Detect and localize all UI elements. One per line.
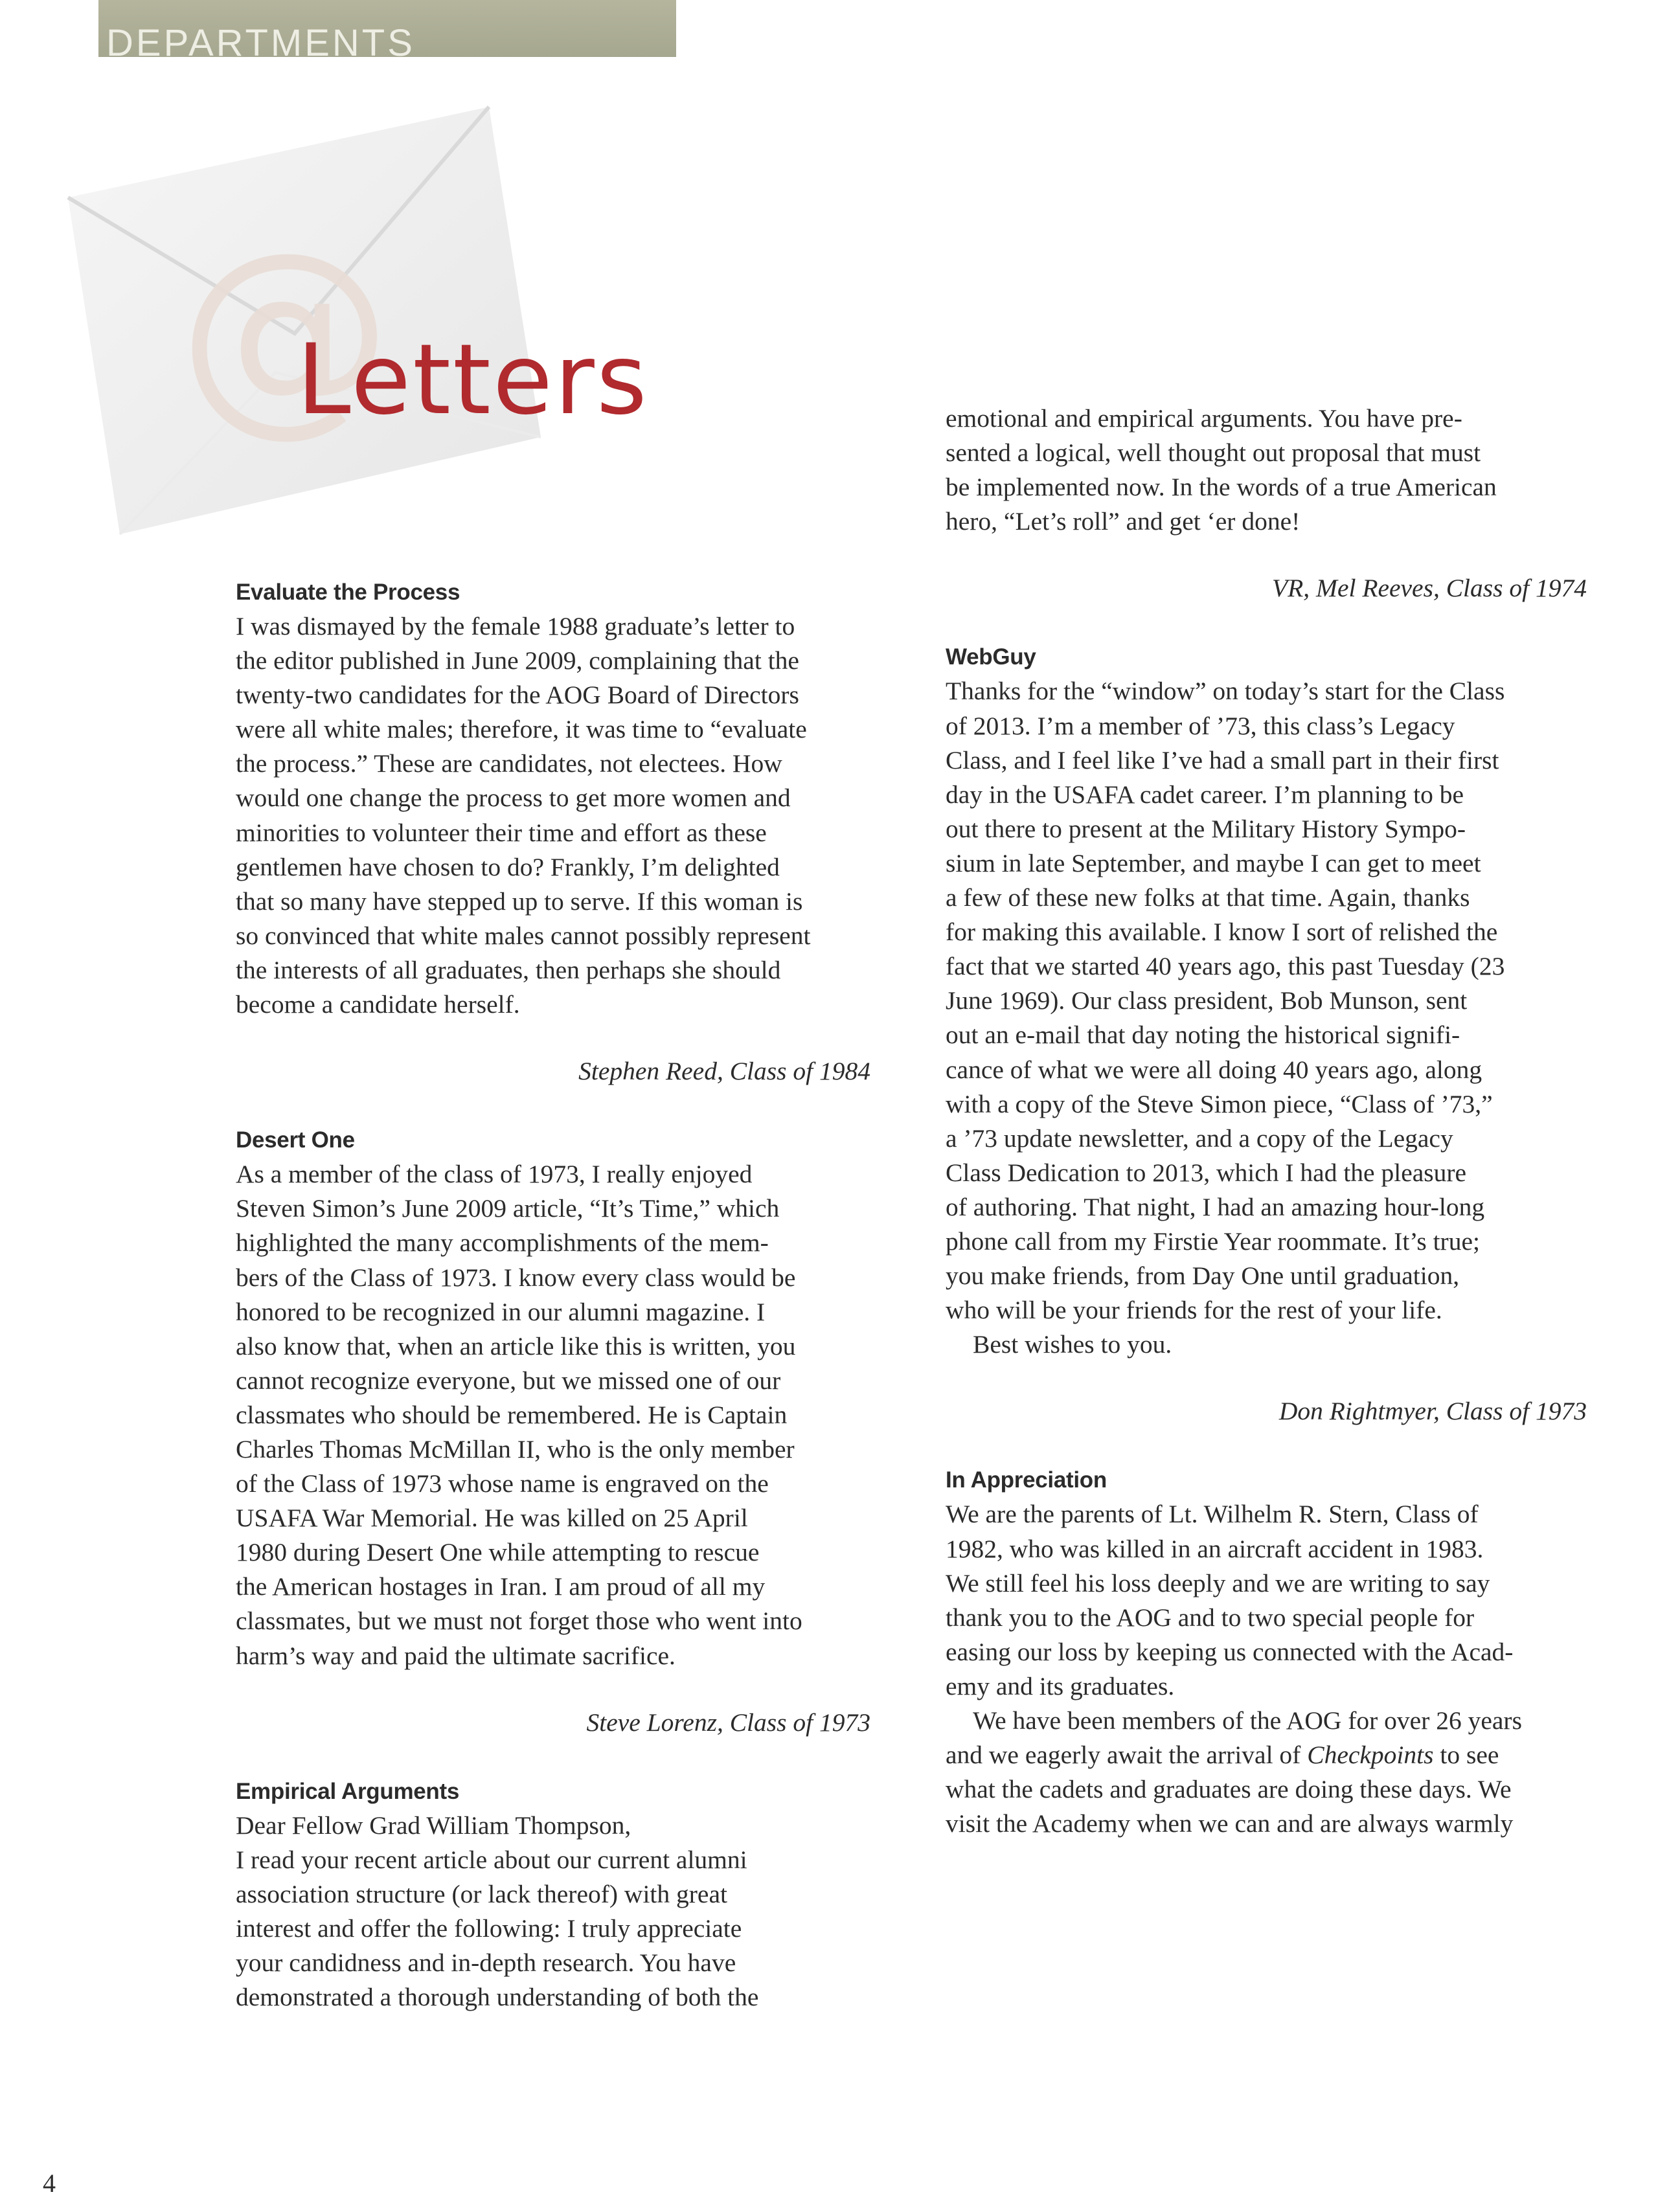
text-line: the interests of all graduates, then perhaps she should: [236, 955, 781, 984]
text-line: minorities to volunteer their time and effort as these: [236, 818, 767, 847]
text-line: of 2013. I’m a member of ’73, this class’s Legacy: [946, 711, 1455, 740]
text-line: were all white males; therefore, it was time to “evaluate: [236, 715, 807, 744]
text-span: to see: [1440, 1741, 1499, 1770]
text-line: Dear Fellow Grad William Thompson,: [236, 1811, 631, 1840]
text-line: demonstrated a thorough understanding of both the: [236, 1983, 759, 2012]
text-line: become a candidate herself.: [236, 990, 520, 1019]
letter-empirical-arguments-continued: [946, 401, 1587, 605]
letter-signature: VR, Mel Reeves, Class of 1974: [1272, 574, 1587, 603]
text-line: classmates, but we must not forget those who went into: [236, 1607, 802, 1636]
text-line: interest and offer the following: I truly appreciate: [236, 1914, 742, 1943]
text-line: the American hostages in Iran. I am proud of all my: [236, 1572, 766, 1601]
text-line: USAFA War Memorial. He was killed on 25 April: [236, 1504, 748, 1533]
text-line: We still feel his loss deeply and we are writing to say: [946, 1568, 1490, 1597]
text-line: gentlemen have chosen to do? Frankly, I’m delighted: [236, 852, 780, 881]
text-line: classmates who should be remembered. He is Captain: [236, 1400, 788, 1429]
text-line: Class Dedication to 2013, which I had the pleasure: [946, 1158, 1467, 1187]
text-line: the process.” These are candidates, not electees. How: [236, 749, 782, 778]
letter-webguy: [946, 640, 1587, 1428]
page-title: Letters: [297, 324, 649, 436]
text-line: phone call from my Firstie Year roommate. It’s true;: [946, 1226, 1480, 1256]
text-line: that so many have stepped up to serve. If this woman is: [236, 886, 803, 916]
text-line: easing our loss by keeping us connected with the Acad-: [946, 1637, 1514, 1666]
publication-title: Checkpoints: [1307, 1741, 1434, 1770]
text-line: Charles Thomas McMillan II, who is the only member: [236, 1434, 795, 1463]
text-line: As a member of the class of 1973, I really enjoyed: [236, 1160, 753, 1189]
letter-in-appreciation: [946, 1463, 1587, 1841]
text-line: with a copy of the Steve Simon piece, “Class of ’73,”: [946, 1089, 1493, 1118]
department-label: DEPARTMENTS: [106, 22, 415, 57]
text-line: out there to present at the Military History Sympo-: [946, 814, 1466, 843]
text-line: association structure (or lack thereof) with great: [236, 1879, 727, 1908]
letter-signature: Stephen Reed, Class of 1984: [578, 1057, 870, 1086]
text-line: of the Class of 1973 whose name is engraved on the: [236, 1469, 769, 1498]
svg-text:@: @: [178, 207, 392, 455]
text-line: June 1969). Our class president, Bob Munson, sent: [946, 986, 1468, 1015]
letter-heading: Empirical Arguments: [236, 1778, 460, 1804]
letter-signature: Don Rightmyer, Class of 1973: [1278, 1397, 1587, 1426]
text-line: you make friends, from Day One until graduation,: [946, 1261, 1460, 1291]
text-line: [946, 1738, 1587, 1772]
department-banner: [98, 0, 676, 57]
text-line: highlighted the many accomplishments of the mem-: [236, 1228, 769, 1258]
letter-desert-one: [236, 1123, 870, 1740]
text-line: of authoring. That night, I had an amazing hour-long: [946, 1192, 1485, 1221]
text-span: and we eagerly await the arrival of: [946, 1741, 1301, 1770]
text-line: a ’73 update newsletter, and a copy of the Legacy: [946, 1123, 1453, 1153]
text-line: We have been members of the AOG for over 26 years: [973, 1706, 1522, 1735]
text-line: bers of the Class of 1973. I know every class would be: [236, 1263, 796, 1292]
text-line: visit the Academy when we can and are always warmly: [946, 1809, 1514, 1838]
text-line: what the cadets and graduates are doing these days. We: [946, 1775, 1512, 1804]
text-line: Thanks for the “window” on today’s start for the Class: [946, 677, 1505, 706]
text-line: I was dismayed by the female 1988 graduate’s letter to: [236, 612, 795, 640]
text-line: emotional and empirical arguments. You have pre-: [946, 404, 1462, 433]
letter-empirical-arguments: [236, 1774, 870, 2015]
text-line: 1980 during Desert One while attempting to rescue: [236, 1538, 760, 1567]
text-line: cannot recognize everyone, but we missed one of our: [236, 1366, 781, 1395]
text-line: the editor published in June 2009, complaining that the: [236, 646, 799, 675]
text-line: sented a logical, well thought out proposal that must: [946, 438, 1481, 468]
right-column: [946, 401, 1587, 1841]
text-line: 1982, who was killed in an aircraft accident in 1983.: [946, 1534, 1484, 1563]
text-line: harm’s way and paid the ultimate sacrifice.: [236, 1641, 676, 1670]
text-line: a few of these new folks at that time. Again, thanks: [946, 883, 1470, 912]
text-line: emy and its graduates.: [946, 1671, 1175, 1700]
text-line: would one change the process to get more women and: [236, 784, 791, 813]
text-line: I read your recent article about our current alumni: [236, 1845, 747, 1874]
text-line: Class, and I feel like I’ve had a small part in their first: [946, 745, 1499, 774]
text-line: out an e-mail that day noting the historical signifi-: [946, 1021, 1460, 1050]
text-line: Best wishes to you.: [973, 1330, 1172, 1359]
text-line: day in the USAFA cadet career. I’m planning to be: [946, 780, 1464, 809]
text-line: also know that, when an article like this is written, you: [236, 1331, 796, 1360]
envelope-at-icon: [62, 100, 541, 541]
text-line: for making this available. I know I sort of relished the: [946, 918, 1498, 947]
letter-signature: Steve Lorenz, Class of 1973: [586, 1708, 870, 1737]
text-line: twenty-two candidates for the AOG Board of Directors: [236, 681, 799, 710]
letter-evaluate-the-process: [236, 575, 870, 1089]
text-line: hero, “Let’s roll” and get ‘er done!: [946, 507, 1300, 536]
text-line: Steven Simon’s June 2009 article, “It’s Time,” which: [236, 1194, 780, 1223]
letter-heading: In Appreciation: [946, 1467, 1107, 1493]
text-line: who will be your friends for the rest of your life.: [946, 1296, 1442, 1325]
text-line: We are the parents of Lt. Wilhelm R. Stern, Class of: [946, 1500, 1479, 1529]
text-line: thank you to the AOG and to two special people for: [946, 1603, 1475, 1632]
text-line: cance of what we were all doing 40 years ago, along: [946, 1055, 1482, 1084]
letter-heading: Evaluate the Process: [236, 580, 460, 605]
text-line: so convinced that white males cannot possibly represent: [236, 921, 811, 950]
text-line: honored to be recognized in our alumni magazine. I: [236, 1297, 766, 1326]
text-line: your candidness and in-depth research. You have: [236, 1948, 736, 1978]
letter-heading: WebGuy: [946, 644, 1036, 670]
text-line: sium in late September, and maybe I can get to meet: [946, 848, 1481, 877]
text-line: be implemented now. In the words of a true American: [946, 473, 1497, 502]
letter-heading: Desert One: [236, 1127, 355, 1153]
text-line: fact that we started 40 years ago, this past Tuesday (23: [946, 952, 1505, 981]
left-column: [236, 575, 870, 2015]
page-number: 4: [43, 2169, 56, 2198]
